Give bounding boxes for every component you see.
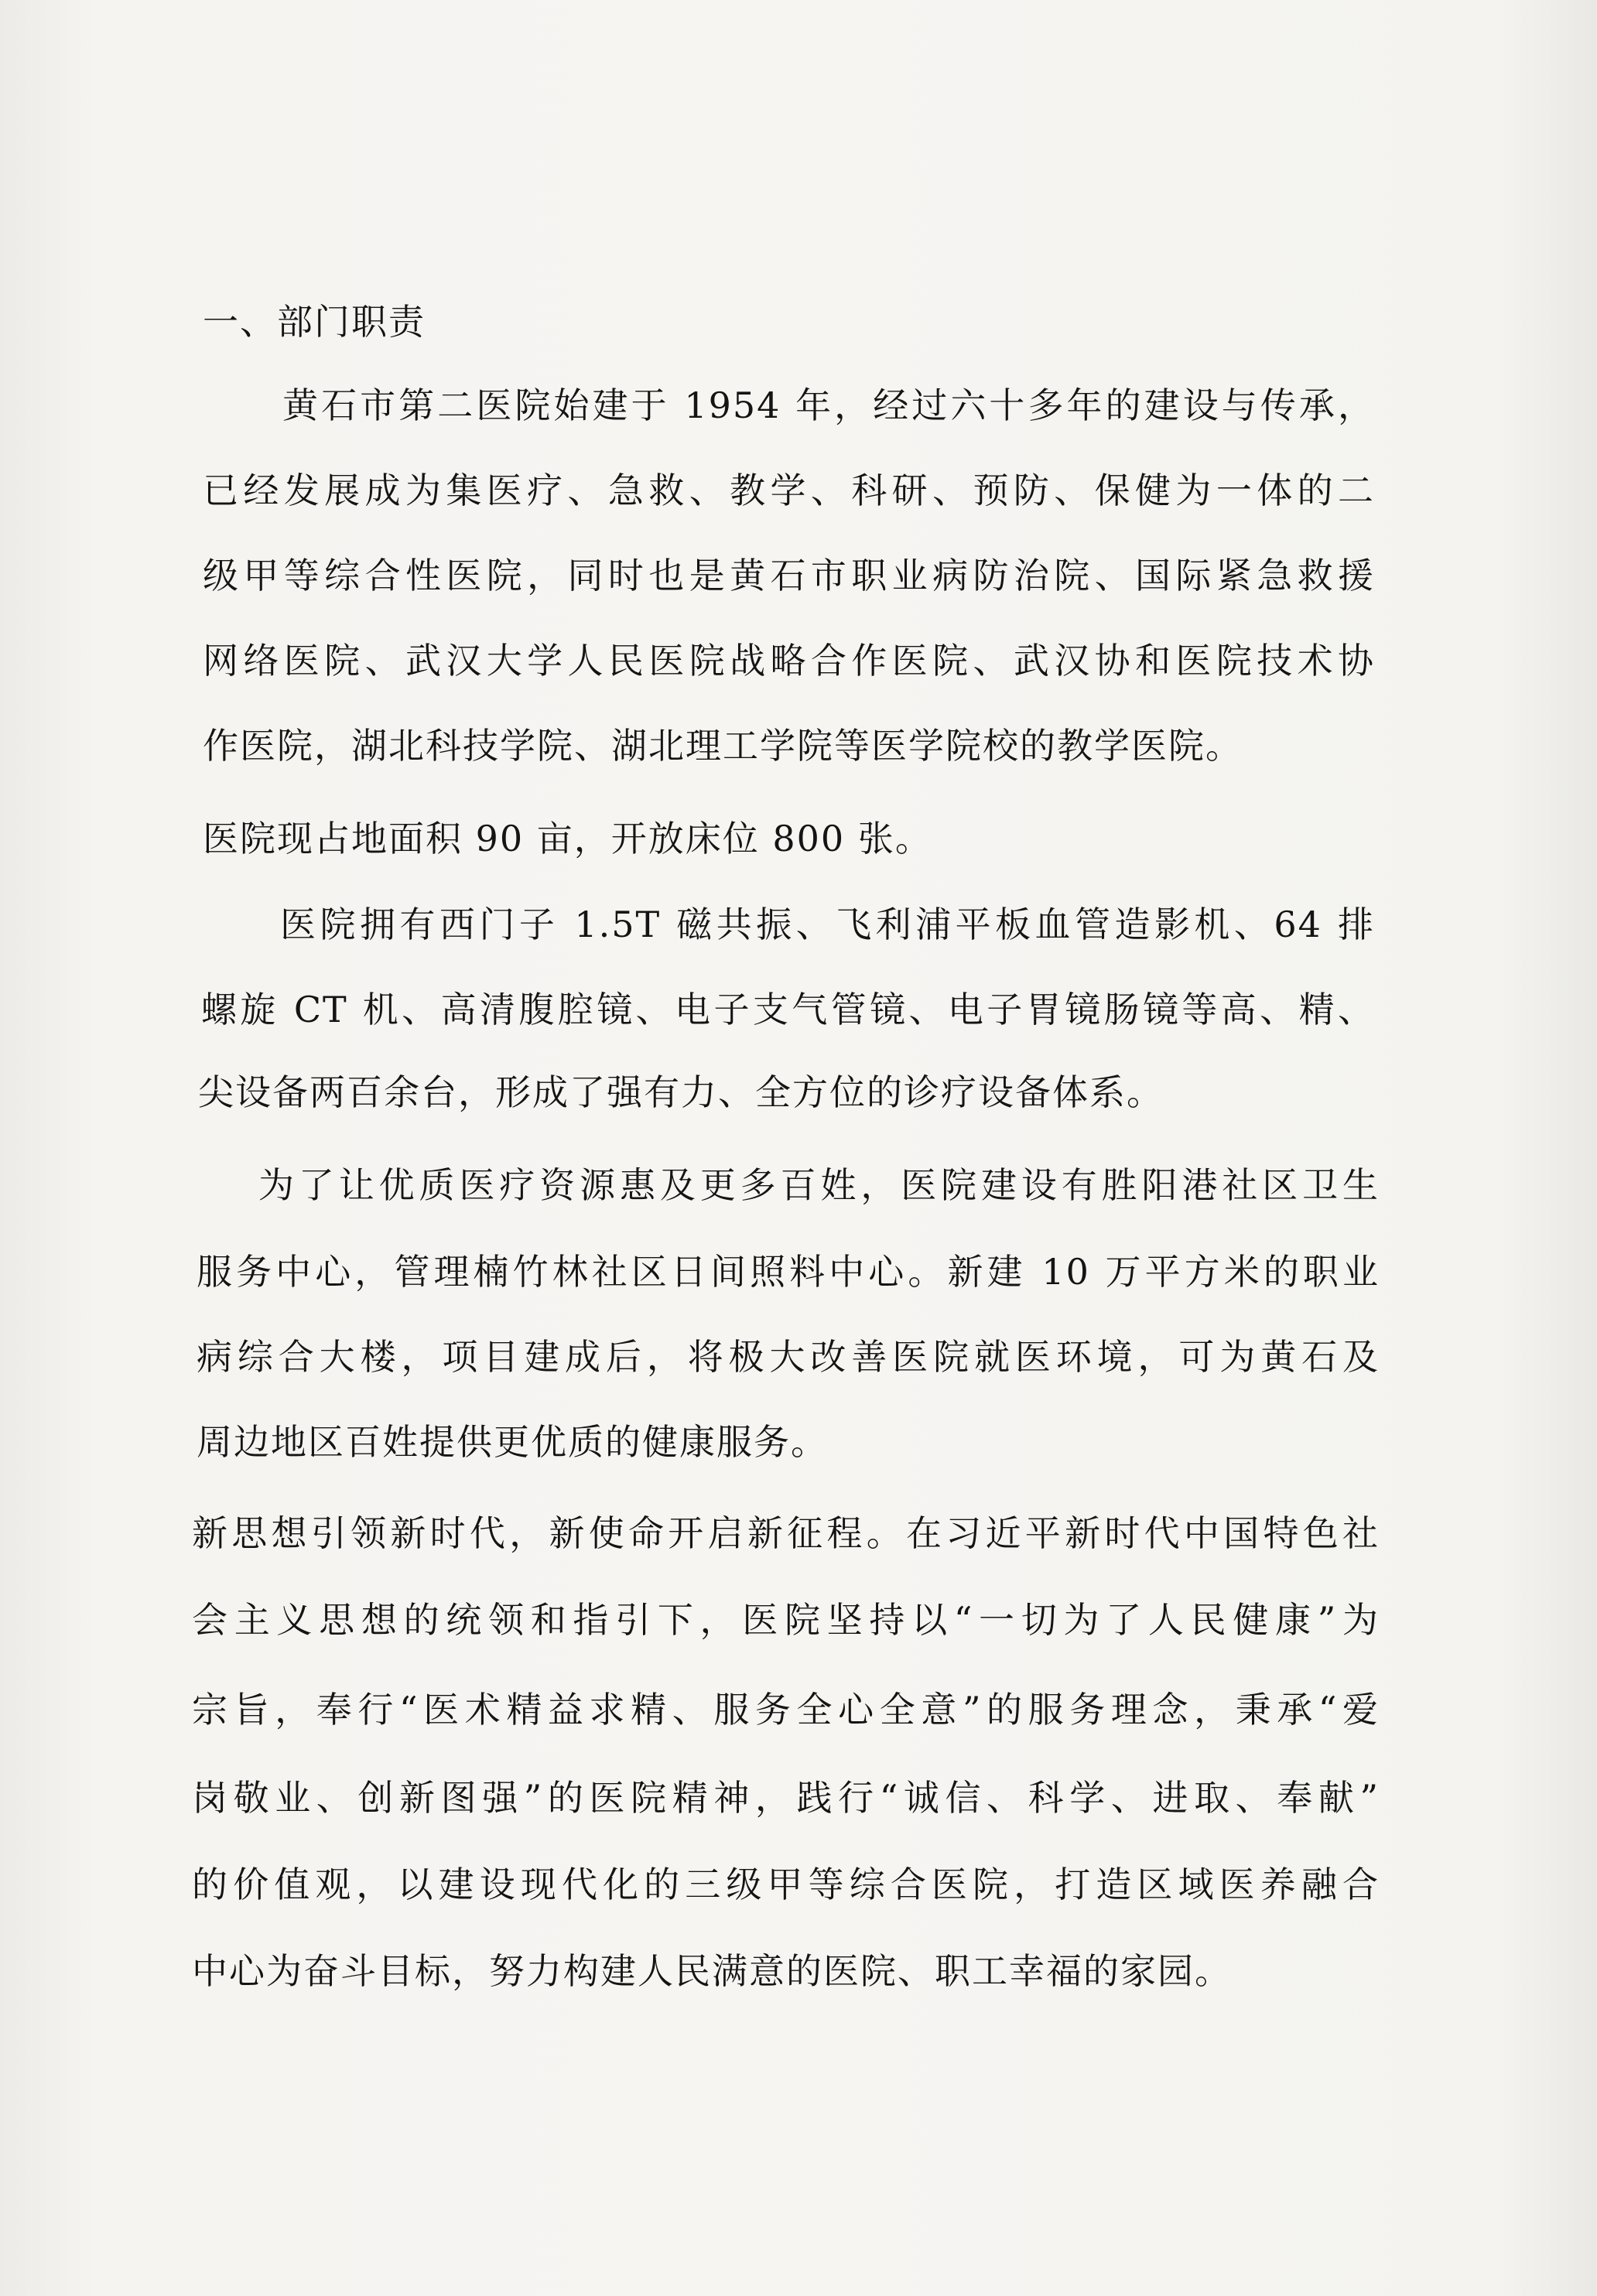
paragraph-3-line-1: 为了让优质医疗资源惠及更多百姓，医院建设有胜阳港社区卫生 [258, 1164, 1380, 1206]
paragraph-3-line-2: 服务中心，管理楠竹林社区日间照料中心。新建 10 万平方米的职业 [197, 1251, 1380, 1293]
paragraph-4-line-4: 岗敬业、创新图强”的医院精神，践行“诚信、科学、进取、奉献” [192, 1777, 1380, 1819]
paragraph-2-line-1: 医院拥有西门子 1.5T 磁共振、飞利浦平板血管造影机、64 排 [280, 904, 1375, 945]
paragraph-4-line-6: 中心为奋斗目标，努力构建人民满意的医院、职工幸福的家园。 [192, 1950, 1232, 1992]
paragraph-4-line-1: 新思想引领新时代，新使命开启新征程。在习近平新时代中国特色社 [192, 1512, 1380, 1554]
paragraph-4-line-3: 宗旨，奉行“医术精益求精、服务全心全意”的服务理念，秉承“爱 [192, 1689, 1380, 1731]
paragraph-4-line-2: 会主义思想的统领和指引下，医院坚持以“一切为了人民健康”为 [192, 1599, 1380, 1641]
section-heading: 一、部门职责 [203, 301, 426, 343]
paragraph-4-line-5: 的价值观，以建设现代化的三级甲等综合医院，打造区域医养融合 [192, 1864, 1380, 1905]
paragraph-1-line-2: 已经发展成为集医疗、急救、教学、科研、预防、保健为一体的二 [203, 470, 1375, 511]
paragraph-1-line-4: 网络医院、武汉大学人民医院战略合作医院、武汉协和医院技术协 [203, 640, 1375, 682]
paragraph-1-line-1: 黄石市第二医院始建于 1954 年，经过六十多年的建设与传承， [282, 384, 1375, 426]
paragraph-1-line-6: 医院现占地面积 90 亩，开放床位 800 张。 [203, 818, 932, 859]
paragraph-1-line-3: 级甲等综合性医院，同时也是黄石市职业病防治院、国际紧急救援 [203, 555, 1375, 596]
paragraph-3-line-3: 病综合大楼，项目建成后，将极大改善医院就医环境，可为黄石及 [197, 1336, 1380, 1378]
paragraph-1-line-5: 作医院，湖北科技学院、湖北理工学院等医学院校的教学医院。 [203, 725, 1243, 767]
paragraph-3-line-4: 周边地区百姓提供更优质的健康服务。 [197, 1421, 828, 1463]
paragraph-2-line-2: 螺旋 CT 机、高清腹腔镜、电子支气管镜、电子胃镜肠镜等高、精、 [201, 989, 1375, 1030]
paragraph-2-line-3: 尖设备两百余台，形成了强有力、全方位的诊疗设备体系。 [198, 1071, 1164, 1113]
